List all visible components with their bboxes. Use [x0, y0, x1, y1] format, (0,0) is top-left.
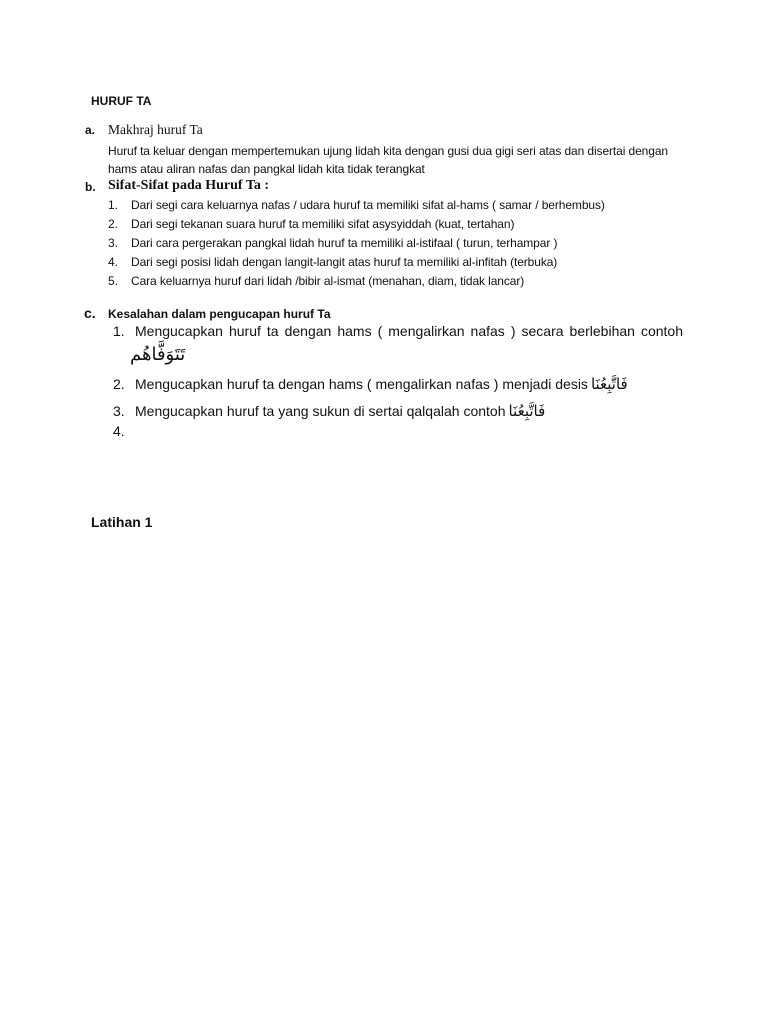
list-item	[108, 253, 605, 272]
section-c-letter: c.	[84, 305, 96, 321]
list-item-text: Dari segi posisi lidah dengan langit-langit atas huruf ta memiliki al-infitah (terbuka)	[131, 255, 558, 269]
list-item-number: 4.	[108, 255, 118, 269]
list-item	[108, 272, 605, 291]
arabic-example: فَاتَّبِعُنَا	[590, 375, 628, 393]
list-item-number: 1.	[108, 198, 118, 212]
section-b-list	[108, 196, 605, 291]
list-item	[108, 215, 605, 234]
exercise-heading: Latihan 1	[91, 514, 153, 530]
list-item-number: 1.	[113, 323, 125, 339]
list-item	[113, 323, 683, 365]
list-item-number: 2.	[108, 217, 118, 231]
list-item-number: 3.	[108, 236, 118, 250]
list-item-text: Dari segi cara keluarnya nafas / udara huruf ta memiliki sifat al-hams ( samar / berhembus)	[131, 198, 605, 212]
section-b-letter: b.	[85, 180, 96, 194]
list-item-text: Dari segi tekanan suara huruf ta memiliki sifat asysyiddah (kuat, tertahan)	[131, 217, 515, 231]
section-a-body: Huruf ta keluar dengan mempertemukan ujung lidah kita dengan gusi dua gigi seri atas dan disertai dengan hams atau aliran nafas dan pangkal lidah kita tidak terangkat	[108, 144, 668, 176]
section-a-heading: Makhraj huruf Ta	[108, 122, 203, 137]
list-item	[108, 196, 605, 215]
list-item	[108, 234, 605, 253]
list-item-text: Dari cara pergerakan pangkal lidah huruf ta memiliki al-istifaal ( turun, terhampar )	[131, 236, 558, 250]
arabic-example: تَتَوَفَّاهُم	[130, 344, 186, 365]
list-item	[113, 402, 545, 420]
list-item	[113, 375, 628, 393]
list-item-number: 5.	[108, 274, 118, 288]
list-item-number: 3.	[113, 403, 125, 419]
arabic-example: فَاتَّبِعُنَا	[508, 402, 546, 420]
list-item-text: Cara keluarnya huruf dari lidah /bibir al-ismat (menahan, diam, tidak lancar)	[131, 274, 525, 288]
list-item-number: 4.	[113, 423, 125, 439]
section-c-heading: Kesalahan dalam pengucapan huruf Ta	[108, 307, 331, 321]
list-item-number: 2.	[113, 376, 125, 392]
list-item	[113, 423, 135, 439]
list-item-text: Mengucapkan huruf ta dengan hams ( mengalirkan nafas ) menjadi desis	[135, 376, 588, 392]
list-item-text: Mengucapkan huruf ta dengan hams ( mengalirkan nafas ) secara berlebihan contoh	[135, 323, 683, 339]
list-item-text: Mengucapkan huruf ta yang sukun di sertai qalqalah contoh	[135, 403, 506, 419]
section-b-heading: Sifat-Sifat pada Huruf Ta :	[108, 178, 270, 193]
page-title: HURUF TA	[91, 94, 152, 108]
section-a-letter: a.	[85, 123, 96, 137]
